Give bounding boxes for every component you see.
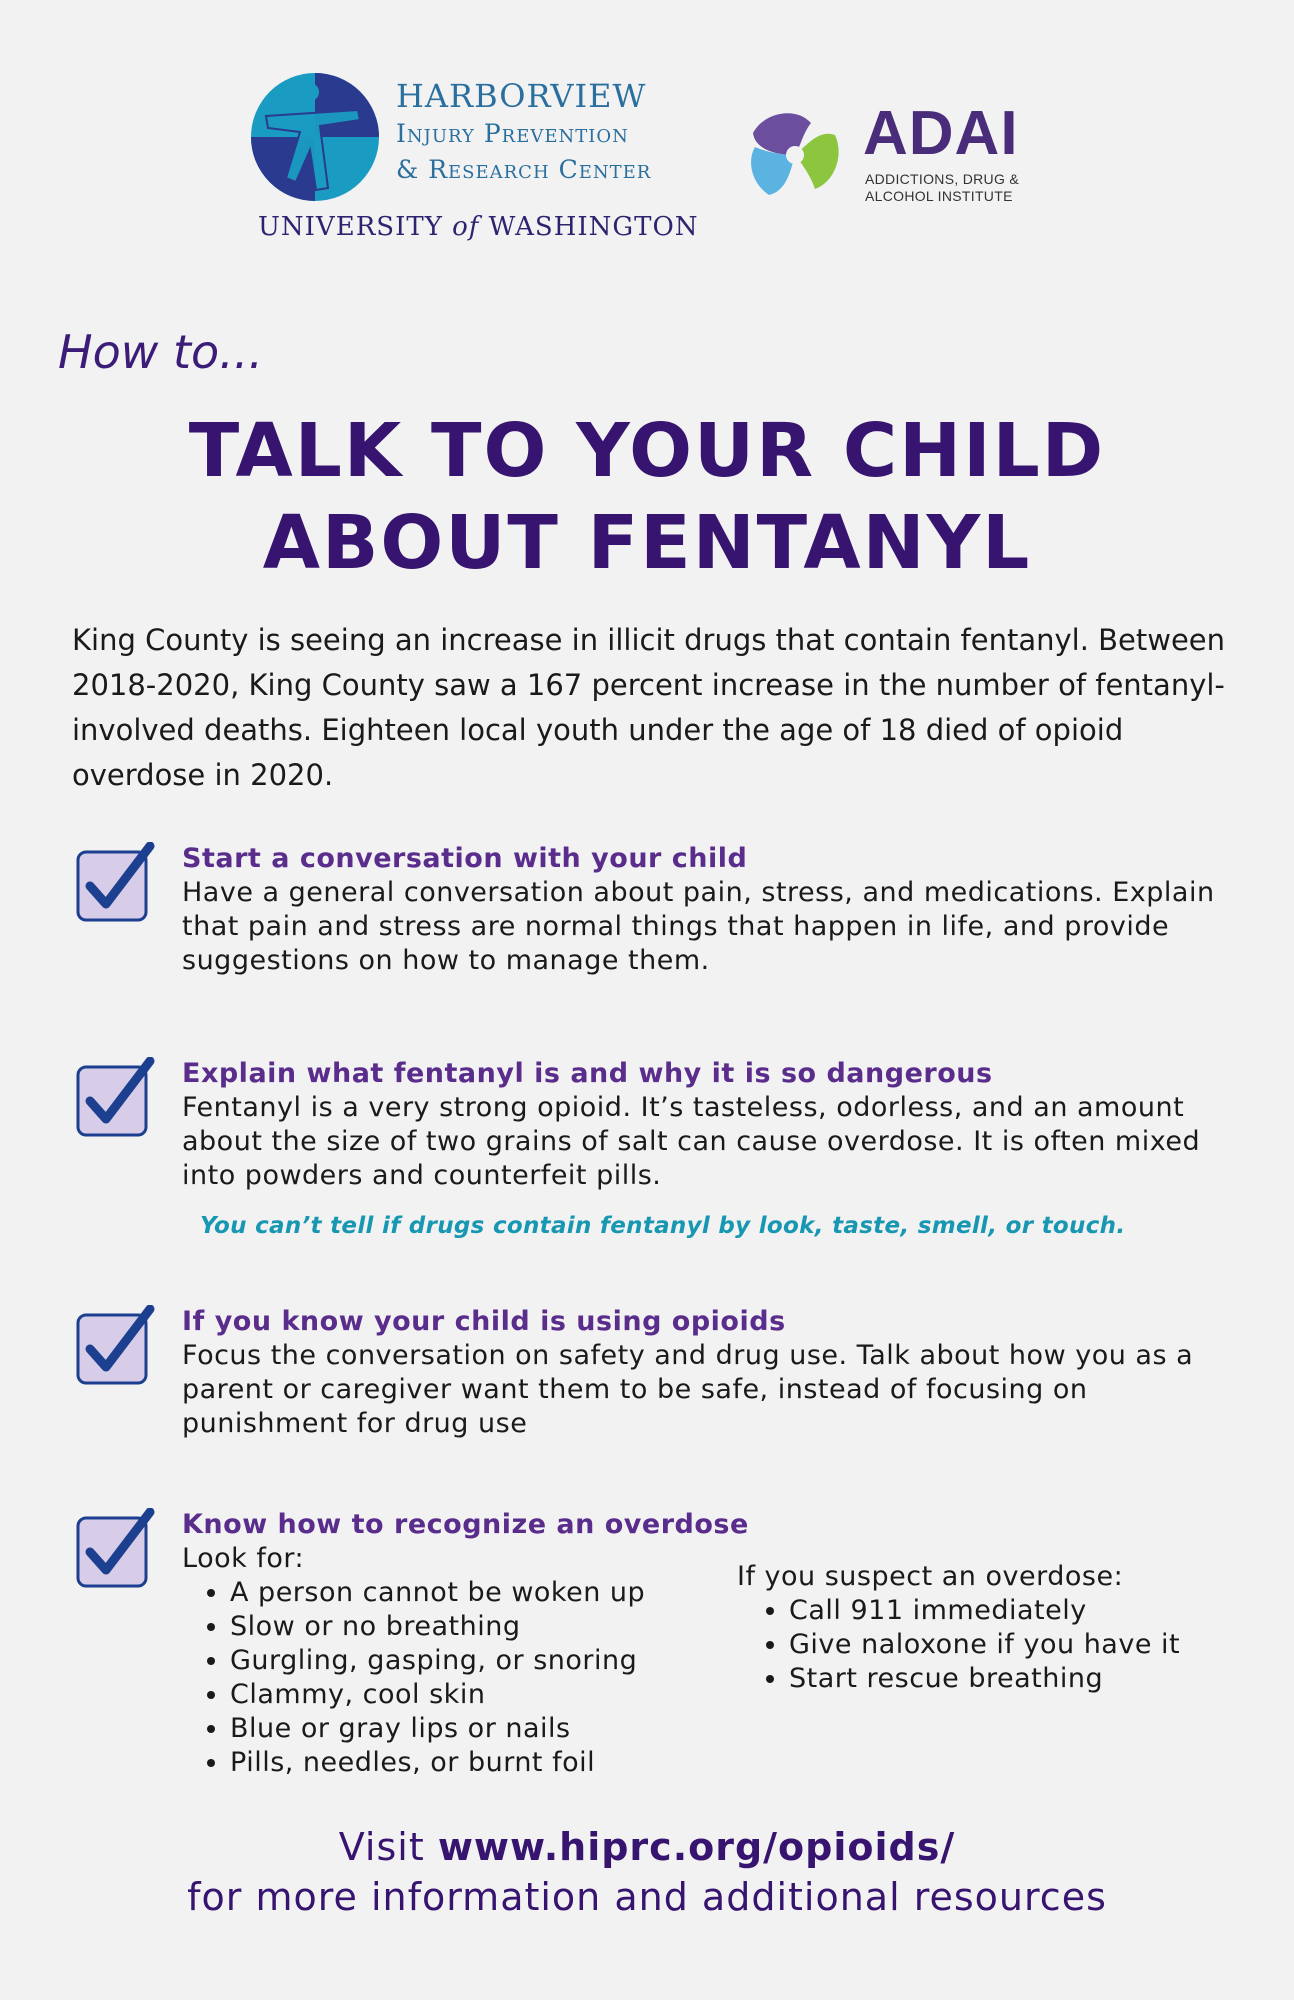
list-item: • Clammy, cool skin (230, 1678, 742, 1712)
list-item: • Slow or no breathing (230, 1610, 742, 1644)
how-to-label: How to... (58, 325, 264, 379)
footer-line-2: for more information and additional resources (187, 1875, 1107, 1919)
checkbox-checked-icon (76, 1305, 156, 1385)
checkbox-checked-icon (76, 1057, 156, 1137)
footer-visit: Visit (338, 1825, 438, 1869)
look-for-column (182, 1542, 742, 1780)
look-for-label: Look for: (182, 1543, 305, 1574)
suspect-label: If you suspect an overdose: (737, 1561, 1124, 1592)
tip-text: Focus the conversation on safety and drug use. Talk about how you as a parent or caregiver want them to be safe, instead of focusing on punishment for drug use (182, 1340, 1194, 1439)
adai-name: ADAI (863, 99, 1019, 168)
harborview-logo (248, 70, 699, 260)
checkbox-checked-icon (76, 1508, 156, 1588)
tip-text: Fentanyl is a very strong opioid. It’s tasteless, odorless, and an amount about the size of two grains of salt can cause overdose. It is often mixed into powders and counterfeit pills. (182, 1092, 1201, 1191)
list-item: • Blue or gray lips or nails (230, 1712, 742, 1746)
list-item: • Start rescue breathing (789, 1662, 1257, 1696)
harborview-title: HARBORVIEW (396, 77, 647, 115)
logo-bar (0, 70, 1294, 260)
suspect-list (737, 1594, 1257, 1696)
tip-title: Know how to recognize an overdose (182, 1509, 749, 1540)
intro-paragraph: King County is seeing an increase in illicit drugs that contain fentanyl. Between 2018-2020, King County saw a 167 percent increase in the number of fentanyl-involved deaths. Eighteen local youth under the age of 18 died of opioid overdose in 2020. (72, 623, 1226, 792)
list-item: • Gurgling, gasping, or snoring (230, 1644, 742, 1678)
suspect-column (737, 1560, 1257, 1696)
page-title (0, 405, 1294, 589)
list-item: • Pills, needles, or burnt foil (230, 1746, 742, 1780)
look-for-list (182, 1576, 742, 1780)
list-item: • Call 911 immediately (789, 1594, 1257, 1628)
tip-title: Explain what fentanyl is and why it is so dangerous (182, 1058, 993, 1089)
uw-of: of (452, 212, 480, 242)
adai-logo (745, 99, 1065, 215)
title-line-1: TALK TO YOUR CHILD (188, 408, 1106, 494)
tip-text: Have a general conversation about pain, stress, and medications. Explain that pain and stress are normal things that happen in life, and provide suggestions on how to manage them. (182, 877, 1215, 976)
fentanyl-callout: You can’t tell if drugs contain fentanyl by look, taste, smell, or touch. (200, 1213, 1126, 1239)
adai-sub-line2: ALCOHOL INSTITUTE (865, 188, 1013, 204)
adai-subtitle (865, 171, 1019, 205)
list-item: • A person cannot be woken up (230, 1576, 742, 1610)
harborview-emblem-icon (248, 70, 382, 204)
title-line-2: ABOUT FENTANYL (262, 500, 1032, 586)
tip-title: Start a conversation with your child (182, 843, 748, 874)
footer-line-1 (0, 1822, 1294, 1872)
list-item: • Give naloxone if you have it (789, 1628, 1257, 1662)
uw-suffix: WASHINGTON (488, 212, 699, 242)
uw-prefix: UNIVERSITY (258, 212, 443, 242)
footer-url-link[interactable]: www.hiprc.org/opioids/ (437, 1825, 956, 1869)
uw-wordmark (258, 212, 699, 242)
harborview-line2: Injury Prevention (396, 119, 629, 148)
footer (0, 1822, 1294, 1922)
checkbox-checked-icon (76, 842, 156, 922)
harborview-line3: & Research Center (396, 155, 652, 184)
overdose-columns (182, 1542, 1252, 1792)
adai-sub-line1: ADDICTIONS, DRUG & (865, 171, 1019, 187)
adai-emblem-icon (745, 105, 845, 205)
tip-title: If you know your child is using opioids (182, 1306, 786, 1337)
